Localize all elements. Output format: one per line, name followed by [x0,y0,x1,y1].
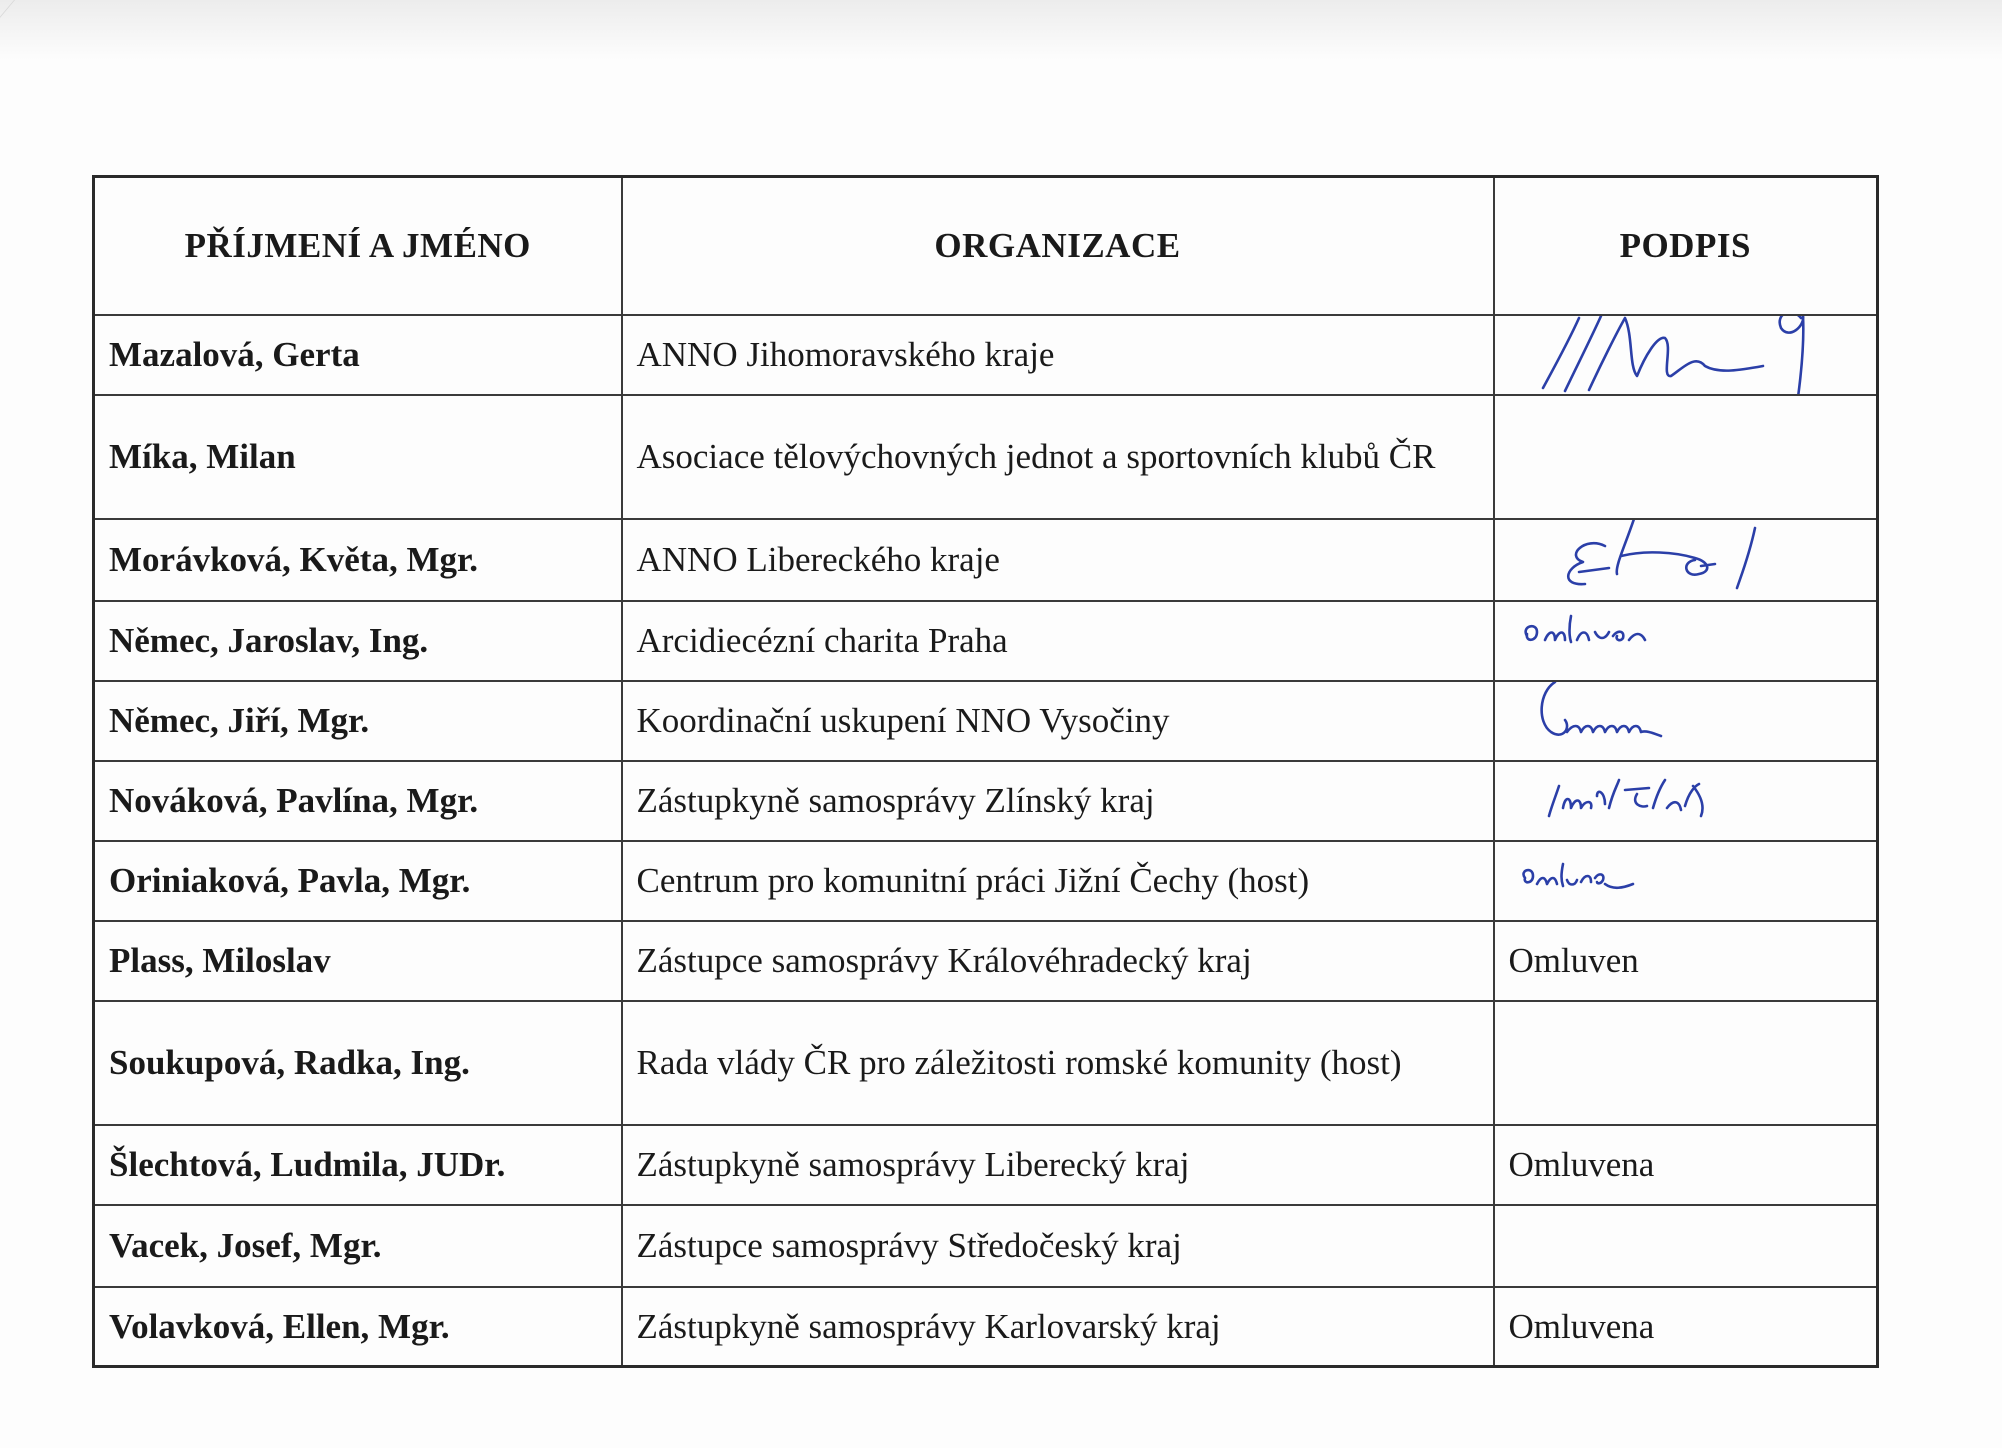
handwritten-signature [1505,315,1875,395]
cell-name: Mazalová, Gerta [94,315,622,395]
cell-organization: Koordinační uskupení NNO Vysočiny [622,681,1494,761]
handwritten-signature [1505,681,1875,761]
table-row [94,761,1878,841]
handwritten-signature [1505,841,1875,918]
cell-organization: Centrum pro komunitní práci Jižní Čechy (host) [622,841,1494,921]
handwritten-signature [1505,761,1875,836]
cell-organization: Asociace tělovýchovných jednot a sportovních klubů ČR [622,395,1494,519]
cell-signature [1494,519,1878,601]
cell-organization: ANNO Jihomoravského kraje [622,315,1494,395]
header-signature: PODPIS [1494,177,1878,315]
cell-organization: Arcidiecézní charita Praha [622,601,1494,681]
table-row [94,395,1878,519]
table-row [94,1125,1878,1205]
cell-name: Nováková, Pavlína, Mgr. [94,761,622,841]
handwritten-signature [1505,601,1875,676]
cell-organization: Rada vlády ČR pro záležitosti romské komunity (host) [622,1001,1494,1125]
cell-organization: Zástupkyně samosprávy Karlovarský kraj [622,1287,1494,1367]
cell-signature [1494,315,1878,395]
cell-name: Němec, Jiří, Mgr. [94,681,622,761]
cell-signature: Omluvena [1494,1287,1878,1367]
cell-name: Soukupová, Radka, Ing. [94,1001,622,1125]
cell-name: Oriniaková, Pavla, Mgr. [94,841,622,921]
table-row [94,921,1878,1001]
cell-signature: Omluven [1494,921,1878,1001]
cell-signature: Omluvena [1494,1125,1878,1205]
cell-signature [1494,841,1878,921]
cell-signature [1494,1001,1878,1125]
cell-name: Němec, Jaroslav, Ing. [94,601,622,681]
table-header-row [94,177,1878,315]
cell-organization: ANNO Libereckého kraje [622,519,1494,601]
cell-signature [1494,395,1878,519]
cell-signature [1494,681,1878,761]
cell-name: Volavková, Ellen, Mgr. [94,1287,622,1367]
handwritten-signature [1505,519,1875,601]
cell-signature [1494,601,1878,681]
table-row [94,1001,1878,1125]
table-row [94,1287,1878,1367]
table-row [94,681,1878,761]
table-row [94,841,1878,921]
cell-name: Morávková, Květa, Mgr. [94,519,622,601]
header-name: PŘÍJMENÍ A JMÉNO [94,177,622,315]
table-row [94,519,1878,601]
cell-organization: Zástupce samosprávy Středočeský kraj [622,1205,1494,1287]
cell-name: Vacek, Josef, Mgr. [94,1205,622,1287]
cell-organization: Zástupkyně samosprávy Zlínský kraj [622,761,1494,841]
cell-organization: Zástupkyně samosprávy Liberecký kraj [622,1125,1494,1205]
attendance-table [92,175,1879,1368]
table-row [94,315,1878,395]
table-row [94,1205,1878,1287]
scan-shadow [0,0,2002,60]
cell-name: Šlechtová, Ludmila, JUDr. [94,1125,622,1205]
cell-signature [1494,761,1878,841]
cell-signature [1494,1205,1878,1287]
cell-organization: Zástupce samosprávy Královéhradecký kraj [622,921,1494,1001]
table-row [94,601,1878,681]
cell-name: Plass, Miloslav [94,921,622,1001]
header-organization: ORGANIZACE [622,177,1494,315]
cell-name: Míka, Milan [94,395,622,519]
